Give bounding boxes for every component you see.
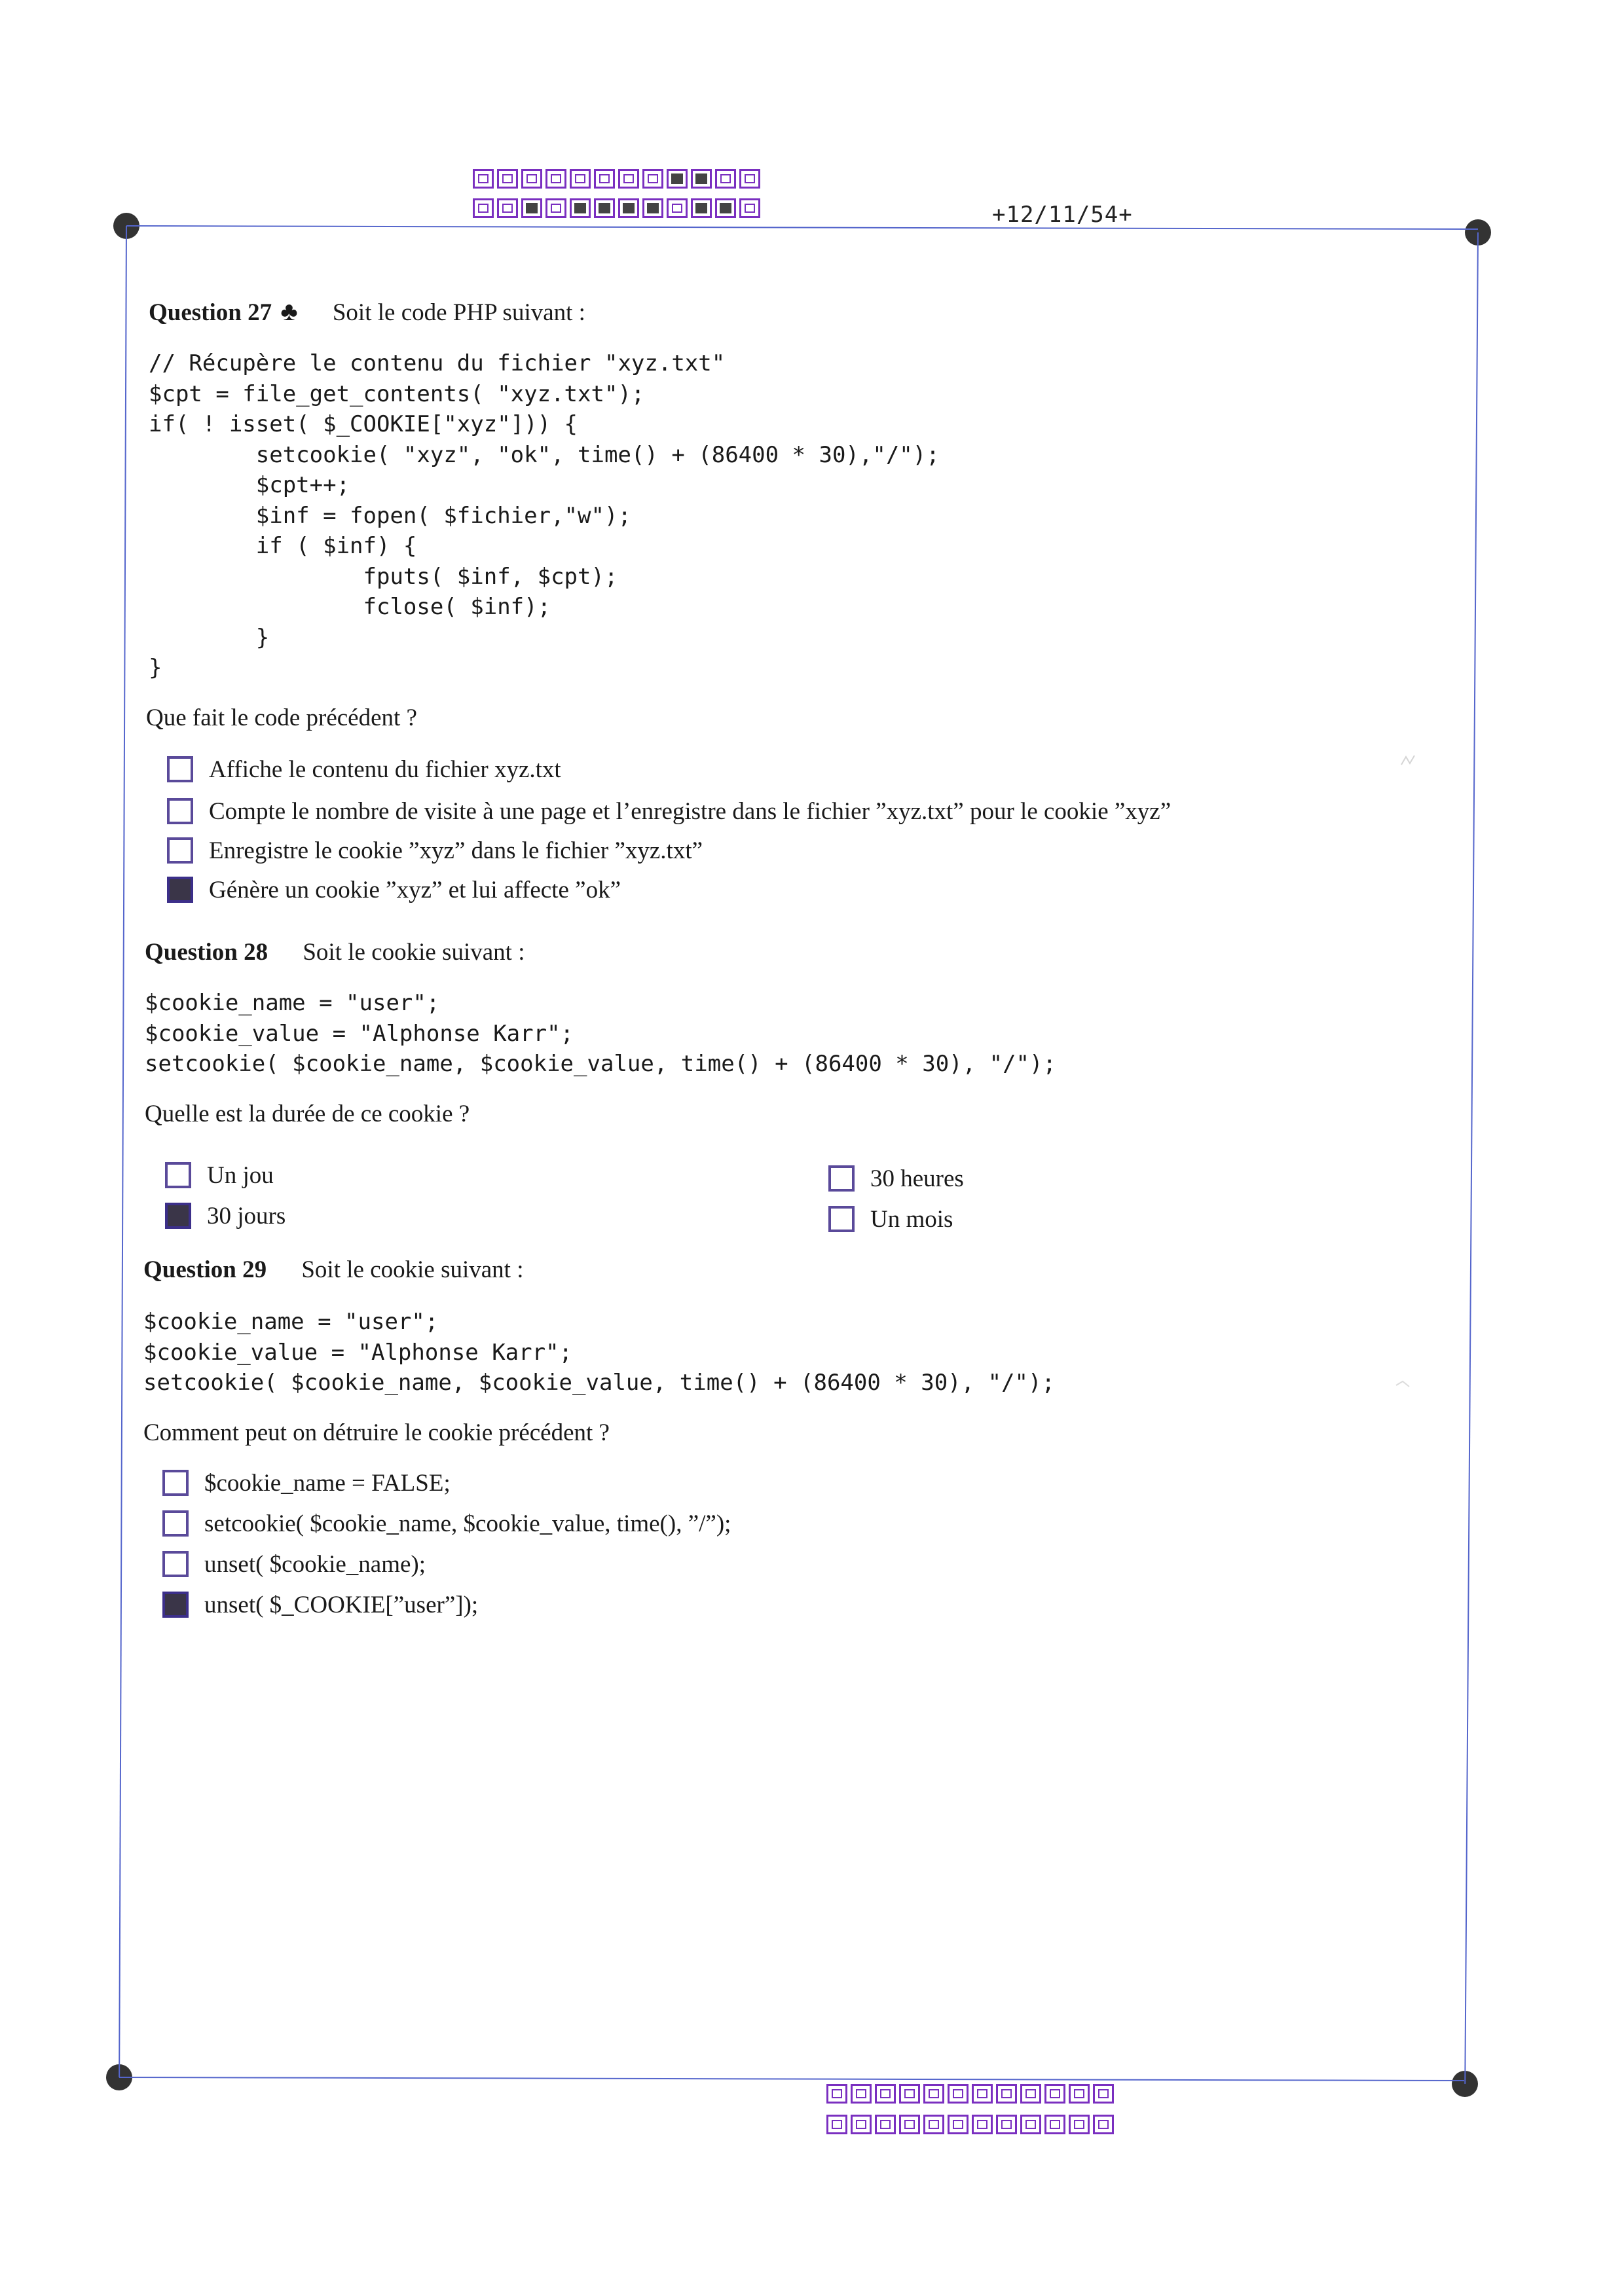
question-27-option-3[interactable] — [167, 834, 703, 867]
code-cell-empty — [875, 2084, 896, 2104]
question-28-option-3[interactable] — [828, 1162, 964, 1195]
checkbox[interactable] — [167, 798, 193, 824]
frame-top-line — [126, 225, 1478, 230]
code-cell-empty — [1044, 2115, 1065, 2134]
checkbox[interactable] — [167, 756, 193, 782]
code-cell-filled — [618, 198, 639, 218]
checkbox-checked[interactable] — [165, 1203, 191, 1229]
top-code-row-2 — [473, 198, 764, 221]
code-cell-empty — [570, 169, 591, 189]
checkbox[interactable] — [162, 1510, 189, 1537]
question-28-option-4[interactable] — [828, 1203, 953, 1235]
question-27-code: // Récupère le contenu du fichier "xyz.txt" $cpt = file_get_contents( "xyz.txt"); if( ! isset( $_COOKIE["xyz"])) { setcookie( "xyz", "ok", time() + (86400 * 30),"/"); $cpt++; $inf = fopen( $fichier,"w"); if ( $inf) { fputs( $inf, $cpt); fclose( $inf); } } — [149, 350, 940, 681]
question-27-intro: Soit le code PHP suivant : — [332, 299, 585, 326]
option-label: Génère un cookie ”xyz” et lui affecte ”ok” — [209, 876, 621, 903]
code-cell-empty — [1093, 2084, 1114, 2104]
code-cell-filled — [642, 198, 663, 218]
code-cell-filled — [715, 198, 736, 218]
code-cell-empty — [739, 198, 760, 218]
question-28-option-2[interactable] — [165, 1199, 286, 1232]
checkbox[interactable] — [167, 837, 193, 864]
top-code-row-1 — [473, 169, 764, 191]
option-label: 30 jours — [207, 1202, 286, 1230]
option-label: 30 heures — [870, 1165, 964, 1192]
question-28-code: $cookie_name = "user"; $cookie_value = "Alphonse Karr"; setcookie( $cookie_name, $cookie_value, time() + (86400 * 30), "/"); — [145, 990, 1056, 1077]
checkbox[interactable] — [828, 1165, 855, 1192]
code-cell-empty — [594, 169, 615, 189]
question-29-option-1[interactable] — [162, 1467, 451, 1499]
question-27-option-4[interactable] — [167, 873, 621, 906]
question-29-option-4[interactable] — [162, 1588, 478, 1621]
checkbox[interactable] — [162, 1470, 189, 1496]
option-label: Affiche le contenu du fichier xyz.txt — [209, 756, 561, 783]
code-cell-empty — [899, 2115, 920, 2134]
code-cell-empty — [1044, 2084, 1065, 2104]
frame-left-line — [119, 226, 127, 2077]
code-cell-filled — [521, 198, 542, 218]
question-27-number: Question 27 — [149, 299, 272, 326]
code-cell-empty — [739, 169, 760, 189]
question-29-option-2[interactable] — [162, 1507, 731, 1540]
code-cell-empty — [899, 2084, 920, 2104]
checkbox-checked[interactable] — [162, 1592, 189, 1618]
question-28-header — [145, 938, 525, 966]
code-cell-empty — [521, 169, 542, 189]
question-29-number: Question 29 — [143, 1256, 267, 1283]
code-cell-empty — [545, 169, 566, 189]
option-label: setcookie( $cookie_name, $cookie_value, time(), ”/”); — [204, 1510, 731, 1537]
code-cell-empty — [972, 2084, 993, 2104]
scan-smudge-mark — [1398, 752, 1418, 771]
code-cell-empty — [1020, 2115, 1041, 2134]
option-label: Compte le nombre de visite à une page et l’enregistre dans le fichier ”xyz.txt” pour le cookie ”xyz” — [209, 797, 1172, 825]
question-29-intro: Soit le cookie suivant : — [301, 1256, 524, 1283]
code-cell-empty — [948, 2084, 969, 2104]
code-cell-filled — [691, 169, 712, 189]
code-cell-empty — [715, 169, 736, 189]
question-27-option-1[interactable] — [167, 753, 561, 786]
frame-right-line — [1464, 232, 1479, 2084]
code-cell-empty — [1069, 2084, 1090, 2104]
checkbox[interactable] — [162, 1551, 189, 1577]
option-label: Un jou — [207, 1161, 274, 1189]
question-29-code: $cookie_name = "user"; $cookie_value = "Alphonse Karr"; setcookie( $cookie_name, $cookie_value, time() + (86400 * 30), "/"); — [143, 1309, 1055, 1396]
code-cell-empty — [851, 2084, 872, 2104]
code-cell-empty — [826, 2084, 847, 2104]
scan-smudge-mark — [1393, 1374, 1413, 1393]
code-cell-empty — [1069, 2115, 1090, 2134]
bottom-code-row-2 — [826, 2115, 1117, 2137]
code-cell-filled — [667, 169, 688, 189]
code-cell-empty — [923, 2115, 944, 2134]
checkbox[interactable] — [828, 1206, 855, 1232]
code-cell-filled — [594, 198, 615, 218]
option-label: Enregistre le cookie ”xyz” dans le fichier ”xyz.txt” — [209, 837, 703, 864]
code-cell-empty — [923, 2084, 944, 2104]
code-cell-empty — [996, 2115, 1017, 2134]
question-29-option-3[interactable] — [162, 1548, 426, 1580]
code-cell-empty — [473, 198, 494, 218]
question-29-header — [143, 1256, 523, 1284]
checkbox-checked[interactable] — [167, 877, 193, 903]
code-cell-empty — [851, 2115, 872, 2134]
code-cell-empty — [473, 169, 494, 189]
question-28-prompt: Quelle est la durée de ce cookie ? — [145, 1101, 470, 1127]
checkbox[interactable] — [165, 1162, 191, 1188]
question-28-number: Question 28 — [145, 939, 268, 966]
frame-bottom-line — [119, 2077, 1464, 2081]
code-cell-filled — [570, 198, 591, 218]
question-27-option-2[interactable] — [167, 795, 1171, 828]
option-label: unset( $_COOKIE[”user”]); — [204, 1591, 479, 1618]
code-cell-empty — [1093, 2115, 1114, 2134]
code-cell-empty — [1020, 2084, 1041, 2104]
code-cell-empty — [875, 2115, 896, 2134]
question-28-intro: Soit le cookie suivant : — [303, 939, 525, 966]
code-cell-filled — [691, 198, 712, 218]
option-label: Un mois — [870, 1205, 953, 1233]
code-cell-empty — [545, 198, 566, 218]
bottom-code-row-1 — [826, 2084, 1117, 2106]
question-27-prompt: Que fait le code précédent ? — [146, 704, 417, 731]
code-cell-empty — [972, 2115, 993, 2134]
code-cell-empty — [826, 2115, 847, 2134]
club-icon: ♣ — [280, 297, 298, 326]
sheet-id-label: +12/11/54+ — [992, 202, 1133, 228]
code-cell-empty — [618, 169, 639, 189]
question-29-prompt: Comment peut on détruire le cookie précédent ? — [143, 1419, 610, 1446]
code-cell-empty — [948, 2115, 969, 2134]
question-27-header — [149, 296, 585, 327]
question-28-option-1[interactable] — [165, 1159, 274, 1192]
code-cell-empty — [497, 169, 518, 189]
code-cell-empty — [667, 198, 688, 218]
option-label: $cookie_name = FALSE; — [204, 1469, 451, 1497]
code-cell-empty — [642, 169, 663, 189]
option-label: unset( $cookie_name); — [204, 1550, 426, 1578]
code-cell-empty — [996, 2084, 1017, 2104]
code-cell-empty — [497, 198, 518, 218]
